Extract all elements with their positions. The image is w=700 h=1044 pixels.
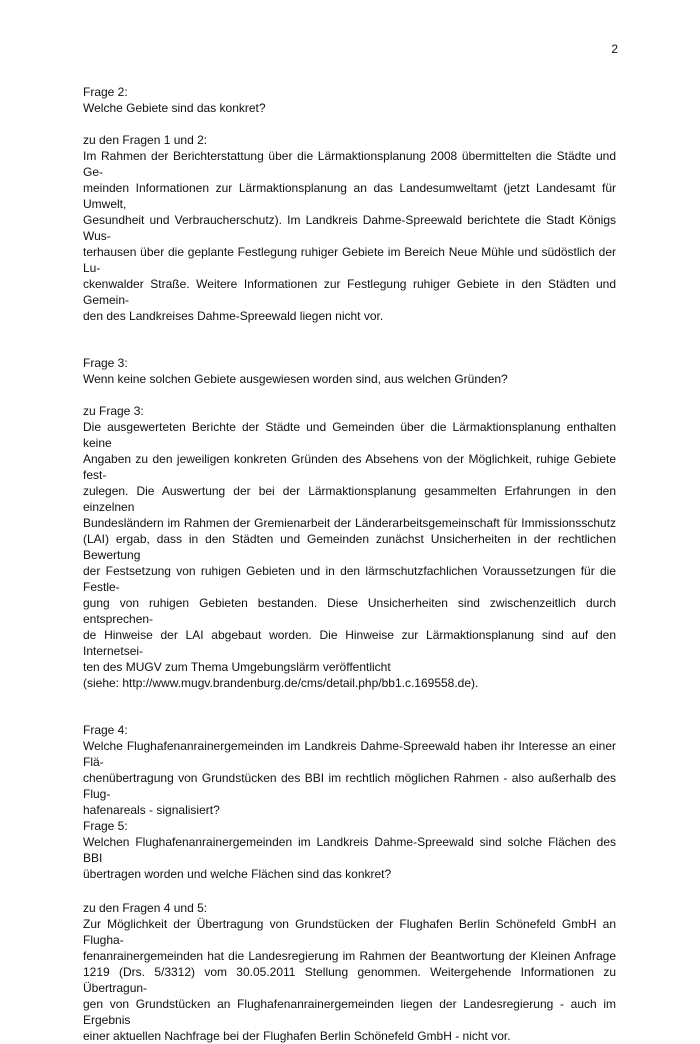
- question-4: [83, 722, 616, 818]
- answer-label: zu den Fragen 4 und 5:: [83, 901, 208, 915]
- answer-line: 1219 (Drs. 5/3312) vom 30.05.2011 Stellung genommen. Weitergehende Informationen zu Übertragun-: [83, 965, 616, 995]
- question-text: Wenn keine solchen Gebiete ausgewiesen worden sind, aus welchen Gründen?: [83, 372, 508, 386]
- question-line: Welche Flughafenanrainergemeinden im Landkreis Dahme-Spreewald haben ihr Interesse an einer Flä-: [83, 739, 616, 769]
- answer-line: (LAI) ergab, dass in den Städten und Gemeinden zunächst Unsicherheiten in der rechtlichen Bewertung: [83, 532, 616, 562]
- question-line: übertragen worden und welche Flächen sind das konkret?: [83, 867, 392, 881]
- answer-line: Angaben zu den jeweiligen konkreten Gründen des Absehens von der Möglichkeit, ruhige Gebiete fest-: [83, 452, 616, 482]
- question-line: Welchen Flughafenanrainergemeinden im Landkreis Dahme-Spreewald sind solche Flächen des BBI: [83, 835, 616, 865]
- question-3: [83, 355, 616, 387]
- answer-line: gen von Grundstücken an Flughafenanrainergemeinden liegen der Landesregierung - auch im Ergebnis: [83, 997, 616, 1027]
- answer-line: den des Landkreises Dahme-Spreewald liegen nicht vor.: [83, 309, 384, 323]
- answer-line: einer aktuellen Nachfrage bei der Flughafen Berlin Schönefeld GmbH - nicht vor.: [83, 1029, 511, 1043]
- answer-line: der Festsetzung von ruhigen Gebieten und in den lärmschutzfachlichen Voraussetzungen für die Festle-: [83, 564, 616, 594]
- document-body: [83, 84, 616, 1044]
- answer-line: Bundesländern im Rahmen der Gremienarbeit der Länderarbeitsgemeinschaft für Immissionsschutz: [83, 516, 616, 530]
- question-line: hafenareals - signalisiert?: [83, 803, 220, 817]
- answer-line: Gesundheit und Verbraucherschutz). Im Landkreis Dahme-Spreewald berichtete die Stadt Königs Wus-: [83, 213, 616, 243]
- question-label: Frage 2:: [83, 85, 128, 99]
- question-label: Frage 4:: [83, 723, 128, 737]
- answer-line: ten des MUGV zum Thema Umgebungslärm veröffentlicht: [83, 660, 391, 674]
- answer-line: de Hinweise der LAI abgebaut worden. Die Hinweise zur Lärmaktionsplanung sind auf den Internetsei-: [83, 628, 616, 658]
- question-5: [83, 818, 616, 882]
- question-line: chenübertragung von Grundstücken des BBI im rechtlich möglichen Rahmen - also außerhalb des Flug-: [83, 771, 616, 801]
- answer-line: meinden Informationen zur Lärmaktionsplanung an das Landesumweltamt (jetzt Landesamt für Umwelt,: [83, 181, 616, 211]
- question-2: [83, 84, 616, 116]
- answer-line: Zur Möglichkeit der Übertragung von Grundstücken der Flughafen Berlin Schönefeld GmbH an Flugha-: [83, 917, 616, 947]
- answer-line: (siehe: http://www.mugv.brandenburg.de/cms/detail.php/bb1.c.169558.de).: [83, 676, 479, 690]
- answer-line: Die ausgewerteten Berichte der Städte und Gemeinden über die Lärmaktionsplanung enthalten keine: [83, 420, 616, 450]
- question-label: Frage 5:: [83, 819, 128, 833]
- answer-3: [83, 403, 616, 691]
- answer-line: zulegen. Die Auswertung der bei der Lärmaktionsplanung gesammelten Erfahrungen in den einzelnen: [83, 484, 616, 514]
- answer-line: gung von ruhigen Gebieten bestanden. Diese Unsicherheiten sind zwischenzeitlich durch entsprechen-: [83, 596, 616, 626]
- question-label: Frage 3:: [83, 356, 128, 370]
- answer-line: Im Rahmen der Berichterstattung über die Lärmaktionsplanung 2008 übermittelten die Städte und Ge-: [83, 149, 616, 179]
- answer-1-2: [83, 132, 616, 324]
- answer-4-5: [83, 900, 616, 1044]
- answer-line: terhausen über die geplante Festlegung ruhiger Gebiete im Bereich Neue Mühle und südöstlich der Lu-: [83, 245, 616, 275]
- answer-label: zu den Fragen 1 und 2:: [83, 133, 208, 147]
- answer-line: ckenwalder Straße. Weitere Informationen zur Festlegung ruhiger Gebiete in den Städten und Gemein-: [83, 277, 616, 307]
- question-text: Welche Gebiete sind das konkret?: [83, 101, 266, 115]
- answer-label: zu Frage 3:: [83, 404, 144, 418]
- page-number: 2: [611, 42, 618, 56]
- answer-line: fenanrainergemeinden hat die Landesregierung im Rahmen der Beantwortung der Kleinen Anfrage: [83, 949, 616, 963]
